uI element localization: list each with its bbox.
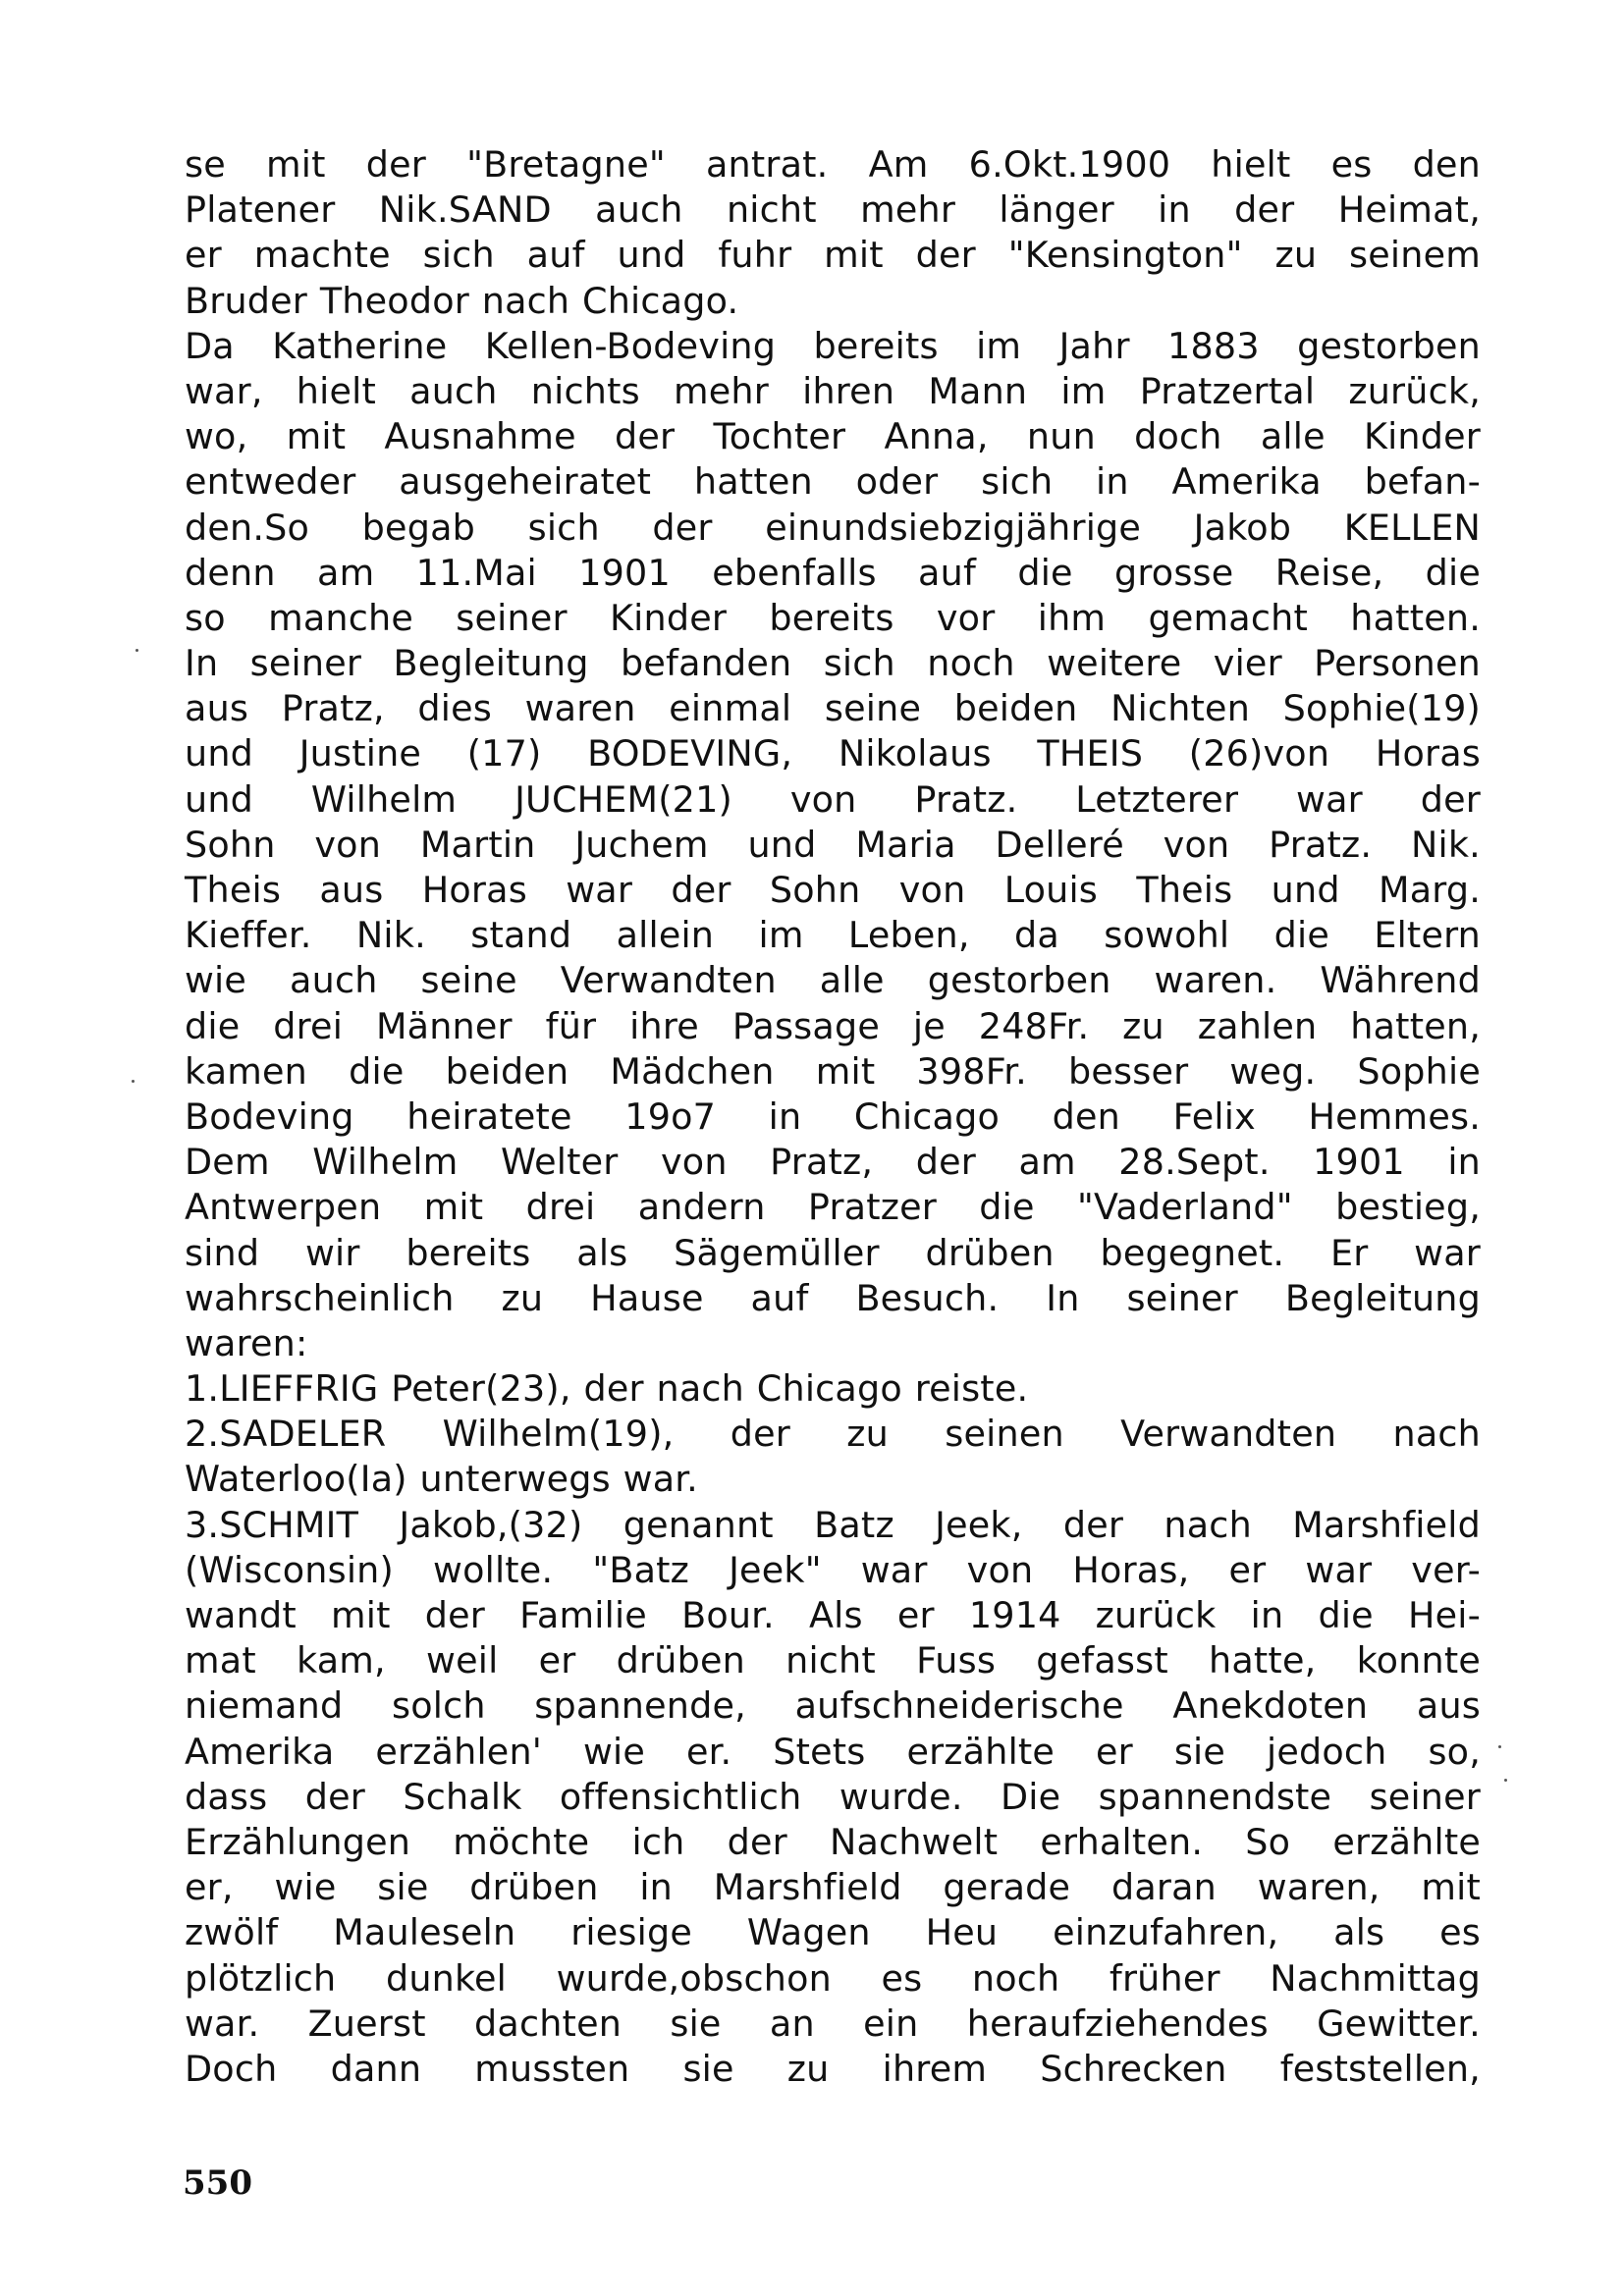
- text-line: wie auch seine Verwandten alle gestorben waren. Während: [185, 959, 1481, 1002]
- text-line: Bodeving heiratete 19o7 in Chicago den Felix Hemmes.: [185, 1095, 1481, 1138]
- text-line: waren:: [185, 1321, 308, 1364]
- text-line: Doch dann mussten sie zu ihrem Schrecken feststellen,: [185, 2047, 1481, 2090]
- body-text: [185, 142, 1481, 2092]
- text-line: Erzählungen möchte ich der Nachwelt erhalten. So erzählte: [185, 1820, 1481, 1863]
- text-line: Dem Wilhelm Welter von Pratz, der am 28.Sept. 1901 in: [185, 1141, 1481, 1184]
- text-line: sind wir bereits als Sägemüller drüben begegnet. Er war: [185, 1231, 1481, 1274]
- text-line: 1.LIEFFRIG Peter(23), der nach Chicago reiste.: [185, 1367, 1029, 1411]
- text-line: entweder ausgeheiratet hatten oder sich in Amerika befan-: [185, 460, 1481, 504]
- text-line: er machte sich auf und fuhr mit der "Kensington" zu seinem: [185, 234, 1481, 277]
- text-line: In seiner Begleitung befanden sich noch weitere vier Personen: [185, 642, 1481, 685]
- scan-speck: [135, 649, 138, 652]
- text-line: Kieffer. Nik. stand allein im Leben, da sowohl die Eltern: [185, 914, 1481, 957]
- text-line: Sohn von Martin Juchem und Maria Delleré von Pratz. Nik.: [185, 823, 1481, 866]
- text-line: 2.SADELER Wilhelm(19), der zu seinen Verwandten nach: [185, 1413, 1481, 1456]
- page-number: 550: [183, 2163, 252, 2203]
- text-line: er, wie sie drüben in Marshfield gerade daran waren, mit: [185, 1866, 1481, 1909]
- text-line: so manche seiner Kinder bereits vor ihm gemacht hatten.: [185, 596, 1481, 639]
- text-line: mat kam, weil er drüben nicht Fuss gefasst hatte, konnte: [185, 1639, 1481, 1682]
- text-line: Antwerpen mit drei andern Pratzer die "Vaderland" bestieg,: [185, 1186, 1481, 1229]
- scan-speck: [1498, 1745, 1501, 1748]
- text-line: denn am 11.Mai 1901 ebenfalls auf die grosse Reise, die: [185, 551, 1481, 594]
- text-line: und Justine (17) BODEVING, Nikolaus THEIS (26)von Horas: [185, 732, 1481, 775]
- text-line: den.So begab sich der einundsiebzigjährige Jakob KELLEN: [185, 506, 1481, 549]
- text-line: se mit der "Bretagne" antrat. Am 6.Okt.1900 hielt es den: [185, 143, 1481, 186]
- text-line: Waterloo(Ia) unterwegs war.: [185, 1458, 698, 1501]
- text-line: zwölf Mauleseln riesige Wagen Heu einzufahren, als es: [185, 1911, 1481, 1954]
- text-line: aus Pratz, dies waren einmal seine beiden Nichten Sophie(19): [185, 687, 1481, 730]
- text-line: kamen die beiden Mädchen mit 398Fr. besser weg. Sophie: [185, 1049, 1481, 1093]
- text-line: war, hielt auch nichts mehr ihren Mann im Pratzertal zurück,: [185, 369, 1481, 412]
- text-line: Theis aus Horas war der Sohn von Louis Theis und Marg.: [185, 869, 1481, 911]
- text-line: wo, mit Ausnahme der Tochter Anna, nun doch alle Kinder: [185, 415, 1481, 458]
- text-line: Amerika erzählen' wie er. Stets erzählte er sie jedoch so,: [185, 1730, 1481, 1773]
- text-line: niemand solch spannende, aufschneiderische Anekdoten aus: [185, 1684, 1481, 1728]
- text-line: Bruder Theodor nach Chicago.: [185, 279, 739, 322]
- text-line: Da Katherine Kellen-Bodeving bereits im Jahr 1883 gestorben: [185, 324, 1481, 367]
- text-line: wandt mit der Familie Bour. Als er 1914 zurück in die Hei-: [185, 1594, 1481, 1636]
- text-line: (Wisconsin) wollte. "Batz Jeek" war von Horas, er war ver-: [185, 1548, 1481, 1591]
- text-line: 3.SCHMIT Jakob,(32) genannt Batz Jeek, der nach Marshfield: [185, 1503, 1481, 1546]
- text-line: Platener Nik.SAND auch nicht mehr länger in der Heimat,: [185, 188, 1481, 232]
- scan-speck: [1504, 1779, 1507, 1782]
- text-line: und Wilhelm JUCHEM(21) von Pratz. Letzterer war der: [185, 777, 1481, 821]
- text-line: dass der Schalk offensichtlich wurde. Die spannendste seiner: [185, 1775, 1481, 1818]
- text-line: plötzlich dunkel wurde,obschon es noch früher Nachmittag: [185, 1956, 1481, 2000]
- text-line: die drei Männer für ihre Passage je 248Fr. zu zahlen hatten,: [185, 1004, 1481, 1047]
- text-line: war. Zuerst dachten sie an ein heraufziehendes Gewitter.: [185, 2002, 1481, 2045]
- text-line: wahrscheinlich zu Hause auf Besuch. In seiner Begleitung: [185, 1276, 1481, 1319]
- scan-speck: [132, 1080, 135, 1083]
